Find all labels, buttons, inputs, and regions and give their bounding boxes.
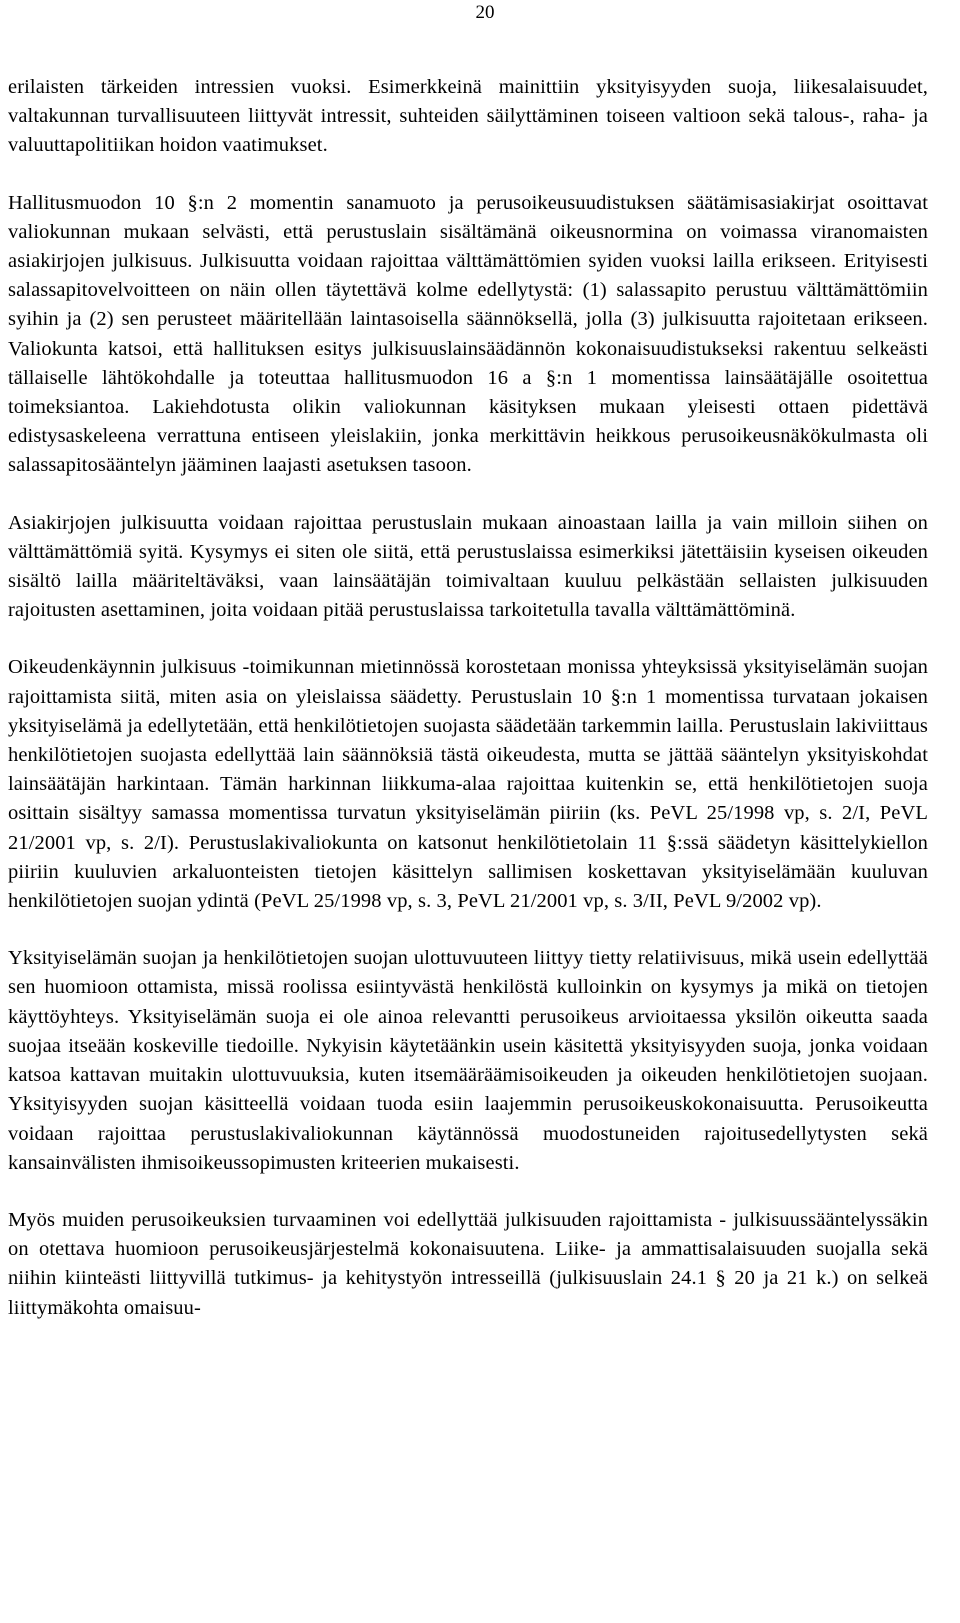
paragraph: Hallitusmuodon 10 §:n 2 momentin sanamuoto ja perusoikeusuudistuksen säätämisasiakirjat osoittavat valiokunnan mukaan selvästi, että perustuslain sisältämänä oikeusnormina on voimassa viranomaisten asiakirjojen julkisuus. Julkisuutta voidaan rajoittaa välttämättömien syiden vuoksi lailla erikseen. Erityisesti salassapitovelvoitteen on näin ollen täytettävä kolme edellytystä: (1) salassapito perustuu välttämättömiin syihin ja (2) sen perusteet määritellään laintasoisella säännöksellä, jolla (3) julkisuutta rajoitetaan erikseen. Valiokunta katsoi, että hallituksen esitys julkisuuslainsäädännön kokonaisuudistukseksi rakentuu selkeästi tällaiselle lähtökohdalle ja toteuttaa hallitusmuodon 16 a §:n 1 momentissa lainsäätäjälle osoitettua toimeksiantoa. Lakiehdotusta olikin valiokunnan käsityksen mukaan yleisesti ottaen pidettävä edistysaskeleena verrattuna entiseen yleislakiin, jonka merkittävin heikkous perusoikeusnäkökulmasta oli salassapitosääntelyn jääminen laajasti asetuksen tasoon.	[8, 191, 928, 477]
paragraph: Asiakirjojen julkisuutta voidaan rajoittaa perustuslain mukaan ainoastaan lailla ja vain milloin siihen on välttämättömiä syitä. Kysymys ei siten ole siitä, että perustuslaissa esimerkiksi jätettäisiin kyseisen oikeuden sisältö lailla määriteltäväksi, vaan lainsäätäjän toimivaltaan kuuluu pelkästään sellaisten julkisuuden rajoitusten asettaminen, joita voidaan pitää perustuslaissa tarkoitetulla tavalla välttämättöminä.	[8, 511, 928, 622]
paragraph: erilaisten tärkeiden intressien vuoksi. Esimerkkeinä mainittiin yksityisyyden suoja, liikesalaisuudet, valtakunnan turvallisuuteen liittyvät intressit, suhteiden säilyttäminen toiseen valtioon sekä talous-, raha- ja valuuttapolitiikan hoidon vaatimukset.	[8, 76, 928, 157]
paragraph: Oikeudenkäynnin julkisuus -toimikunnan mietinnössä korostetaan monissa yhteyksissä yksityiselämän suojan rajoittamista siitä, miten asia on yleislaissa säädetty. Perustuslain 10 §:n 1 momentissa turvataan jokaisen yksityiselämä ja edellytetään, että henkilötietojen suojasta säädetään tarkemmin lailla. Perustuslain lakiviittaus henkilötietojen suojasta edellyttää lain säännöksiä tästä oikeudesta, mutta se jättää sääntelyn yksityiskohdat lainsäätäjän harkintaan. Tämän harkinnan liikkuma-alaa rajoittaa kuitenkin se, että henkilötietojen suoja osittain sisältyy samassa momentissa turvatun yksityiselämän piiriin (ks. PeVL 25/1998 vp, s. 2/I, PeVL 21/2001 vp, s. 2/I). Perustuslakivaliokunta on katsonut henkilötietolain 11 §:ssä säädetyn käsittelykiellon piiriin kuuluvien arkaluonteisten tietojen käsittelyn sallimisen koskettavan yksityiselämään kuuluvan henkilötietojen suojan ydintä (PeVL 25/1998 vp, s. 3, PeVL 21/2001 vp, s. 3/II, PeVL 9/2002 vp).	[8, 656, 928, 913]
paragraph: Yksityiselämän suojan ja henkilötietojen suojan ulottuvuuteen liittyy tietty relatiivisuus, mikä usein edellyttää sen huomioon ottamista, missä roolissa esiintyvästä henkilöstä kulloinkin on kysymys ja mikä on tietojen käyttöyhteys. Yksityiselämän suoja ei ole ainoa relevantti perusoikeus arvioitaessa yksilön oikeutta saada suojaa itseään koskeville tiedoille. Nykyisin käytetäänkin usein käsitettä yksityisyyden suoja, jonka voidaan katsoa kattavan muitakin ulottuvuuksia, kuten itsemääräämisoikeuden ja oikeuden henkilötietojen suojaan. Yksityisyyden suojan käsitteellä voidaan tuoda esiin laajemmin perusoikeuskokonaisuutta. Perusoikeutta voidaan rajoittaa perustuslakivaliokunnan käytännössä muodostuneiden rajoitusedellytysten sekä kansainvälisten ihmisoikeussopimusten kriteerien mukaisesti.	[8, 947, 928, 1174]
paragraph: Myös muiden perusoikeuksien turvaaminen voi edellyttää julkisuuden rajoittamista - julkisuussääntelyssäkin on otettava huomioon perusoikeusjärjestelmä kokonaisuutena. Liike- ja ammattisalaisuuden suojalla sekä niihin kiinteästi liittyvillä tutkimus- ja kehitystyön intresseillä (julkisuuslain 24.1 § 20 ja 21 k.) on selkeä liittymäkohta omaisuu-	[8, 1208, 928, 1319]
page-number: 20	[475, 2, 495, 23]
document-body	[8, 73, 928, 1323]
